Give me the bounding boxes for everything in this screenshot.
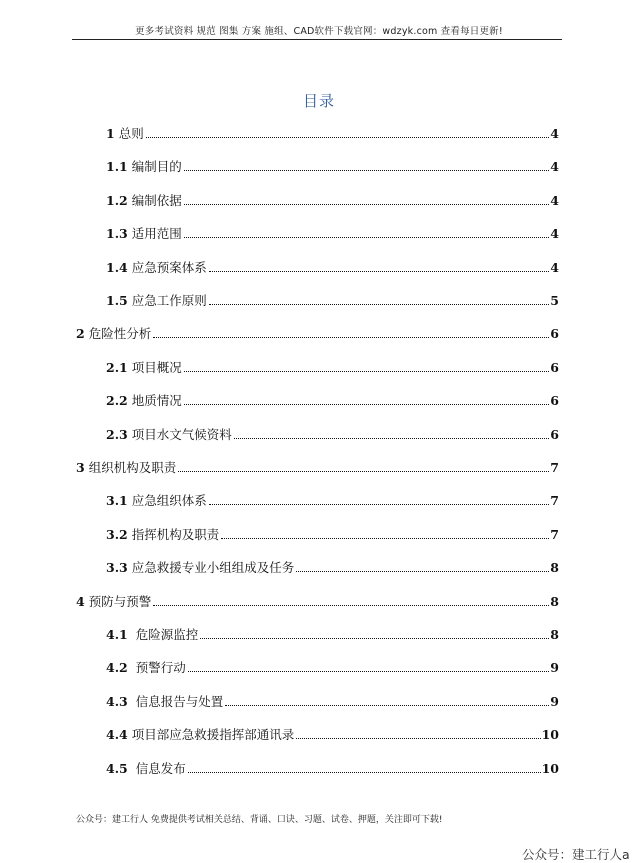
- toc-entry-page: 6: [550, 359, 559, 375]
- toc-entry-page: 7: [550, 460, 559, 475]
- toc-entry-number: 2.2: [106, 393, 128, 409]
- toc-entry[interactable]: [106, 191, 559, 211]
- toc-entry-number: 2.1: [106, 359, 128, 375]
- toc-entry-number: 3.1: [106, 493, 128, 509]
- toc-dot-leader: [146, 136, 550, 138]
- toc-entry-number: 1.2: [106, 192, 128, 208]
- toc-dot-leader: [153, 336, 549, 338]
- toc-entry[interactable]: [106, 725, 559, 745]
- toc-entry-page: 4: [550, 126, 559, 141]
- toc-entry-number: 1: [106, 126, 115, 141]
- toc-dot-leader: [184, 169, 550, 171]
- toc-entry-number: 4.3: [106, 693, 128, 709]
- toc-entry-page: 8: [550, 593, 559, 609]
- toc-entry-label: 危险性分析: [88, 326, 152, 342]
- toc-entry-label: 应急救援专业小组组成及任务: [131, 560, 295, 576]
- toc-entry[interactable]: [106, 157, 559, 177]
- toc-entry-label: 适用范围: [131, 226, 182, 242]
- toc-entry-label: 指挥机构及职责: [131, 526, 220, 542]
- toc-entry-page: 4: [550, 226, 559, 242]
- toc-entry-label: 组织机构及职责: [88, 460, 177, 475]
- toc-dot-leader: [225, 704, 549, 706]
- toc-entry-page: 5: [550, 293, 559, 308]
- toc-entry[interactable]: [106, 258, 559, 278]
- page-header: 更多考试资料 规范 图集 方案 施组、CAD软件下载官网：wdzyk.com 查看每日更新!: [135, 26, 503, 37]
- toc-dot-leader: [184, 203, 550, 205]
- toc-entry-page: 4: [550, 159, 559, 175]
- toc-entry-label: 应急预案体系: [131, 259, 207, 275]
- toc-dot-leader: [184, 403, 550, 405]
- toc-entry-label: 地质情况: [131, 393, 182, 409]
- toc-dot-leader: [209, 503, 550, 505]
- toc-entry-page: 7: [550, 493, 559, 509]
- toc-entry[interactable]: [106, 491, 559, 511]
- toc-entry-number: 4.5: [106, 760, 128, 776]
- toc-entry-label: 危险源监控: [131, 627, 199, 642]
- toc-entry-label: 预防与预警: [88, 593, 152, 609]
- toc-entry[interactable]: [106, 391, 559, 411]
- toc-dot-leader: [296, 570, 549, 572]
- toc-dot-leader: [184, 236, 550, 238]
- toc-dot-leader: [209, 270, 550, 272]
- toc-entry[interactable]: [106, 425, 559, 445]
- toc-entry-page: 4: [550, 192, 559, 208]
- toc-entry-number: 3.2: [106, 526, 128, 542]
- toc-entry-label: 应急组织体系: [131, 493, 207, 509]
- toc-entry-page: 10: [541, 760, 559, 776]
- toc-entry-page: 6: [550, 393, 559, 409]
- toc-entry[interactable]: [106, 558, 559, 578]
- toc-entry-label: 信息发布: [131, 760, 186, 776]
- toc-entry-label: 编制目的: [131, 159, 182, 175]
- toc-dot-leader: [209, 303, 550, 305]
- toc-entry-label: 项目水文气候资料: [131, 426, 232, 442]
- toc-entry-number: 1.3: [106, 226, 128, 242]
- toc-dot-leader: [234, 437, 550, 439]
- toc-entry[interactable]: [106, 658, 559, 678]
- toc-dot-leader: [221, 537, 549, 539]
- toc-dot-leader: [178, 470, 549, 472]
- toc-entry[interactable]: [106, 692, 559, 712]
- toc-entry-number: 4.2: [106, 660, 128, 676]
- toc-entry[interactable]: [106, 759, 559, 779]
- toc-entry-label: 项目概况: [131, 359, 182, 375]
- toc-dot-leader: [296, 737, 540, 739]
- toc-entry-page: 6: [550, 426, 559, 442]
- toc-dot-leader: [184, 370, 550, 372]
- toc-entry[interactable]: [76, 592, 559, 612]
- toc-entry-label: 应急工作原则: [131, 293, 207, 308]
- toc-entry-page: 10: [541, 727, 559, 743]
- toc-entry-label: 编制依据: [131, 192, 182, 208]
- toc-dot-leader: [188, 670, 550, 672]
- watermark: 公众号：建工行人a: [522, 847, 630, 862]
- toc-entry[interactable]: [106, 358, 559, 378]
- toc-entry-number: 4.1: [106, 627, 128, 642]
- toc-entry-number: 2: [76, 326, 85, 342]
- toc-entry-page: 6: [550, 326, 559, 342]
- toc-entry-label: 预警行动: [131, 660, 186, 676]
- toc-entry-label: 信息报告与处置: [131, 693, 224, 709]
- toc-entry-page: 7: [550, 526, 559, 542]
- toc-entry-number: 1.4: [106, 259, 128, 275]
- toc-entry-page: 9: [550, 693, 559, 709]
- toc-entry-number: 4: [76, 593, 85, 609]
- toc-entry-label: 总则: [118, 126, 144, 141]
- toc-entry[interactable]: [106, 291, 559, 311]
- page-footer: 公众号：建工行人 免费提供考试相关总结、背诵、口诀、习题、试卷、押题，关注即可下载!: [76, 815, 443, 825]
- toc-entry-page: 8: [550, 560, 559, 576]
- toc-entry-number: 3.3: [106, 560, 128, 576]
- toc-entry-page: 8: [550, 627, 559, 642]
- toc-dot-leader: [153, 604, 549, 606]
- header-rule: [72, 39, 562, 40]
- toc-entry-page: 4: [550, 259, 559, 275]
- toc-entry-number: 1.5: [106, 293, 128, 308]
- toc-entry-number: 3: [76, 460, 85, 475]
- toc-entry-page: 9: [550, 660, 559, 676]
- toc-entry-number: 2.3: [106, 426, 128, 442]
- toc-entry-number: 4.4: [106, 727, 128, 743]
- toc-entry[interactable]: [76, 458, 559, 478]
- toc-dot-leader: [188, 771, 541, 773]
- toc-entry[interactable]: [76, 324, 559, 344]
- toc-entry[interactable]: [106, 124, 559, 144]
- toc-entry-number: 1.1: [106, 159, 128, 175]
- toc-entry[interactable]: [106, 224, 559, 244]
- toc-entry[interactable]: [106, 525, 559, 545]
- toc-entry-label: 项目部应急救援指挥部通讯录: [131, 727, 295, 743]
- toc-entry[interactable]: [106, 625, 559, 645]
- toc-title: 目录: [302, 92, 335, 110]
- toc-dot-leader: [200, 637, 549, 639]
